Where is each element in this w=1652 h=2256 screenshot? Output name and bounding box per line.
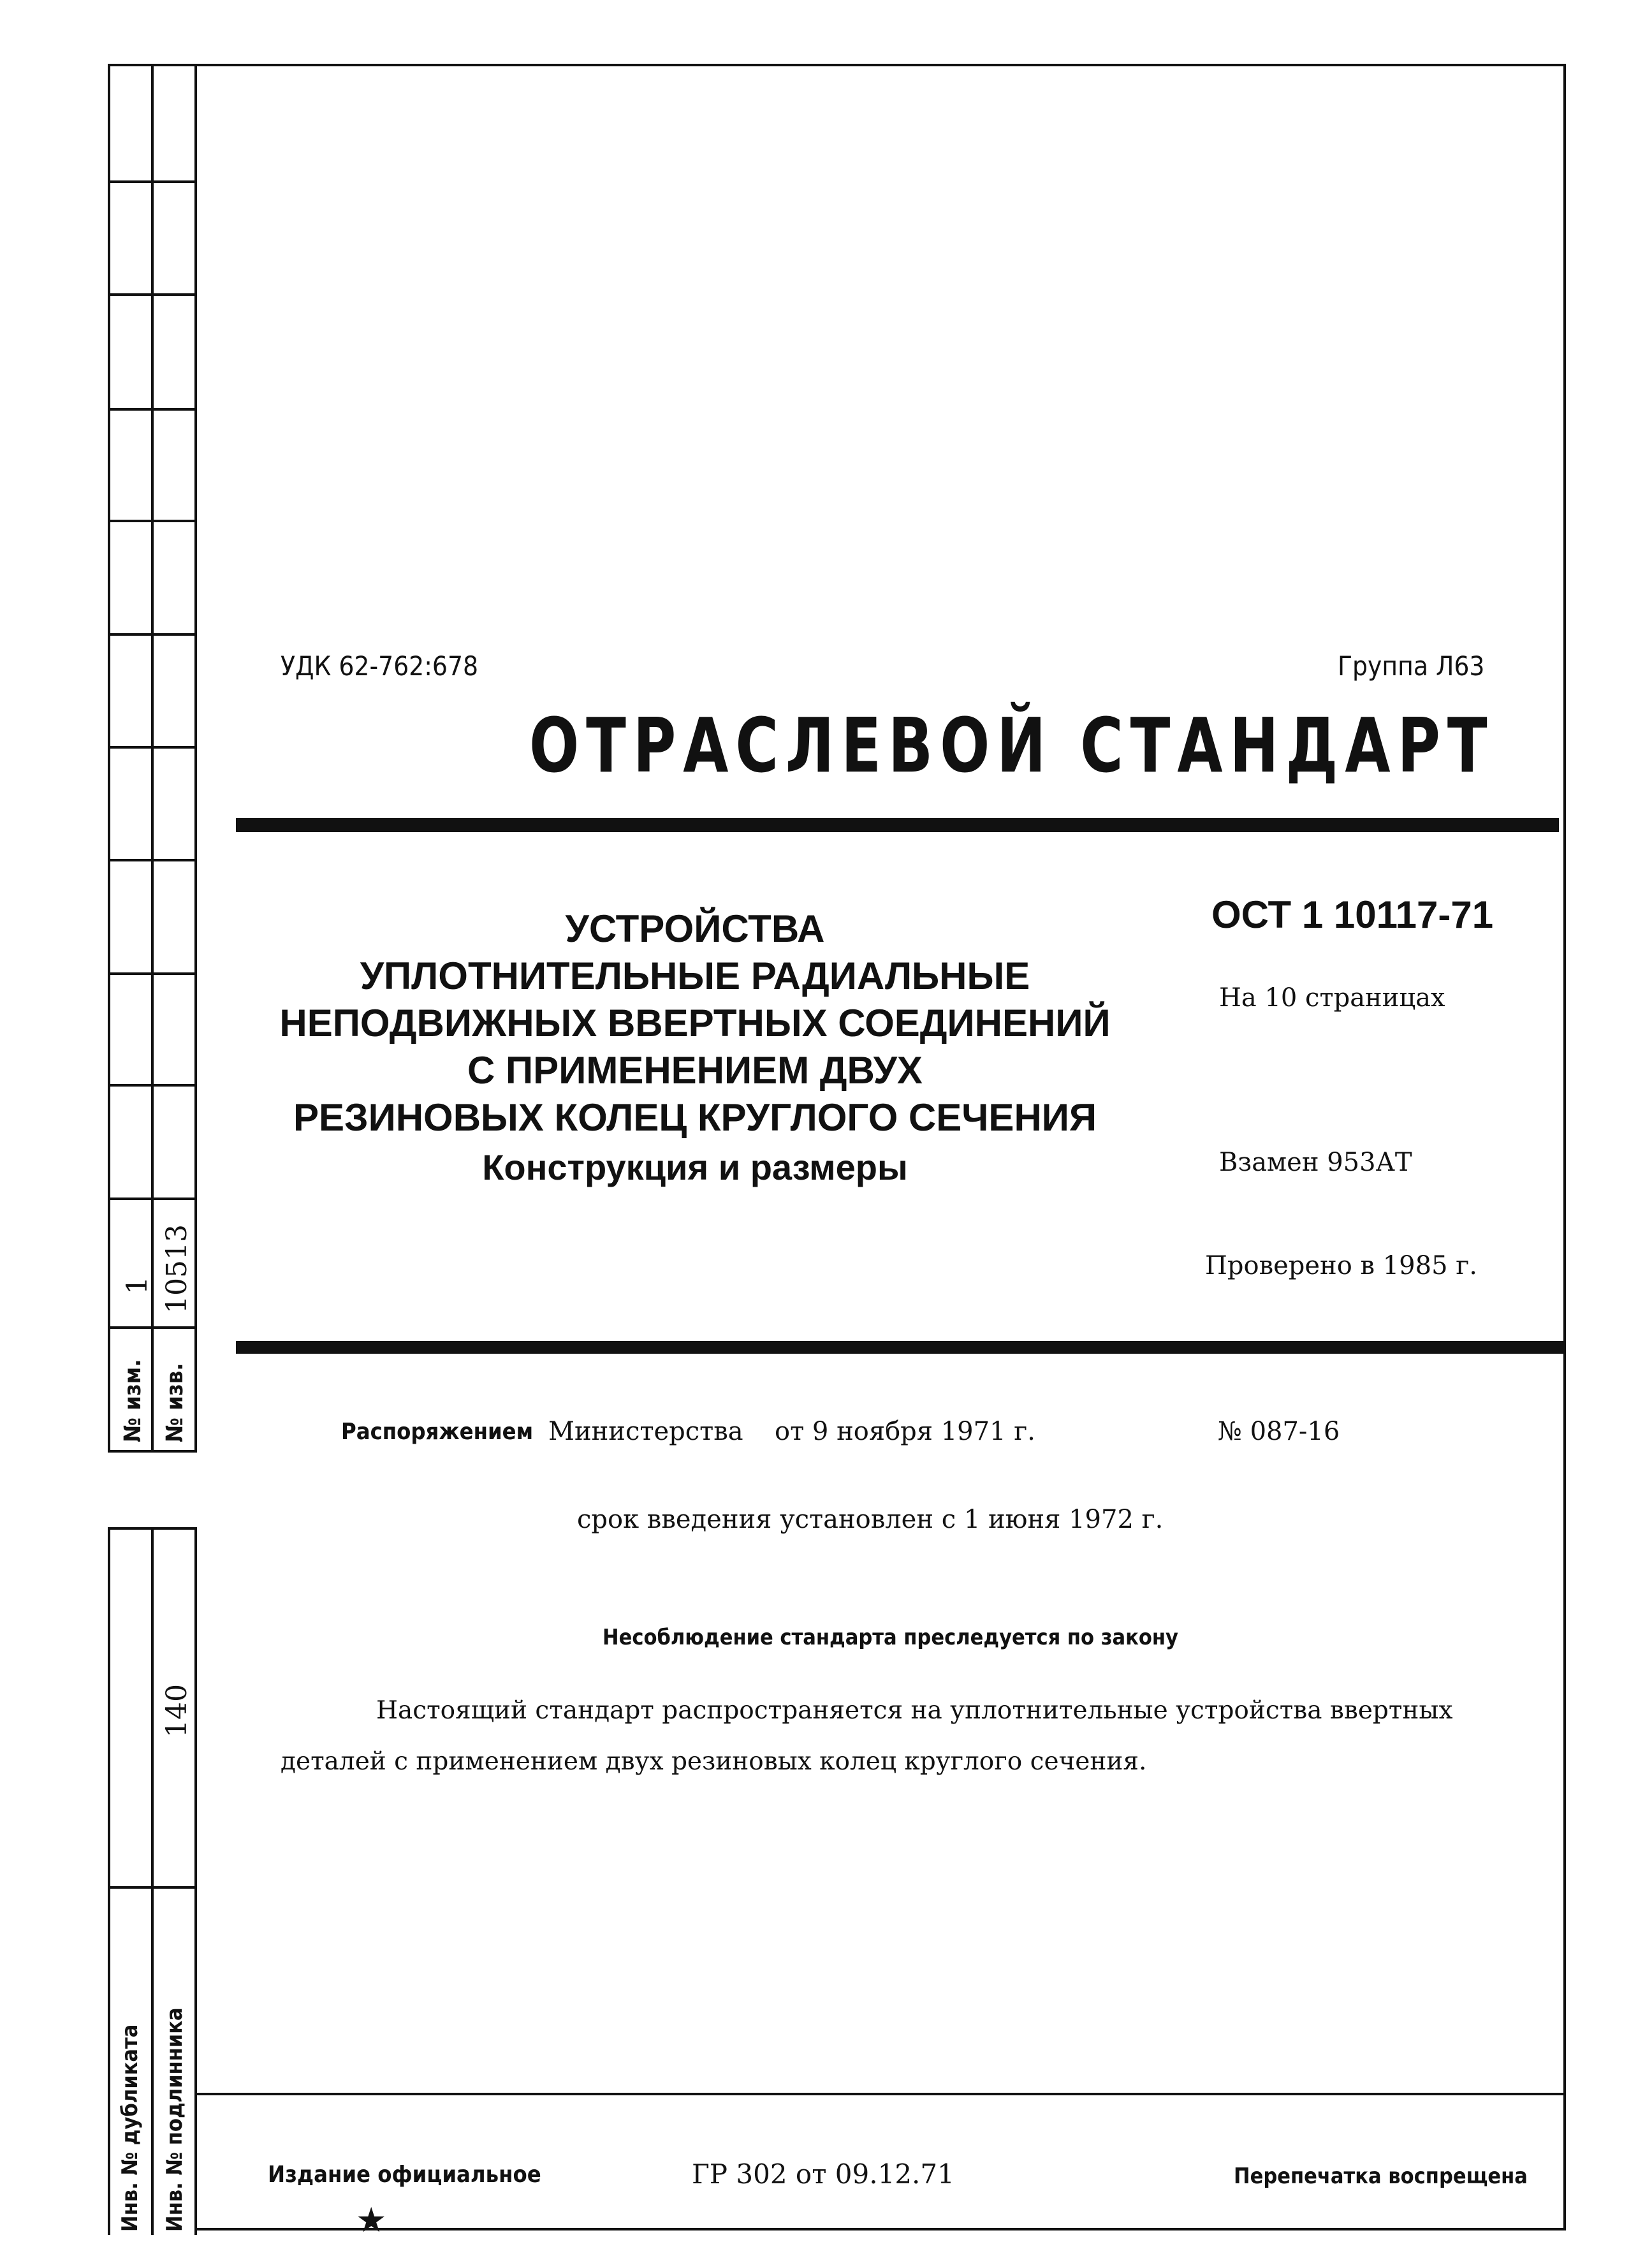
subject-line: С ПРИМЕНЕНИЕМ ДВУХ <box>467 1049 923 1092</box>
effective-date: срок введения установлен с 1 июня 1972 г. <box>577 1505 1164 1534</box>
strip-row-line <box>108 972 197 975</box>
order-date: от 9 ноября 1971 г. <box>775 1417 1035 1446</box>
edition-label: Издание официальное <box>268 2162 541 2188</box>
udk-code: УДК 62-762:678 <box>281 650 479 682</box>
standard-designation: ОСТ 1 10117-71 <box>1211 893 1494 936</box>
order-number: № 087-16 <box>1218 1417 1340 1446</box>
meta-rule <box>236 1341 1565 1354</box>
subject-line: РЕЗИНОВЫХ КОЛЕЦ КРУГЛОГО СЕЧЕНИЯ <box>293 1096 1097 1139</box>
replaces-note: Взамен 953АТ <box>1219 1148 1412 1177</box>
strip-row-line <box>108 1198 197 1200</box>
title-rule <box>236 818 1559 832</box>
reprint-notice: Перепечатка воспрещена <box>1234 2164 1528 2189</box>
change-number: 1 <box>121 1277 154 1294</box>
strip-row-line <box>108 408 197 411</box>
strip-divider <box>151 1527 154 2235</box>
notice-number: 10513 <box>161 1224 193 1314</box>
strip-row-line <box>108 1084 197 1087</box>
standard-subject <box>236 905 1154 1191</box>
footer-rule <box>194 2093 1566 2095</box>
strip-row-line <box>108 180 197 183</box>
strip-divider <box>151 64 154 1453</box>
strip-row-line <box>108 293 197 296</box>
change-no-label: № изм. <box>120 1359 146 1442</box>
strip-row-line <box>108 1886 197 1889</box>
order-label: Распоряжением <box>341 1419 534 1445</box>
strip-row-line <box>108 859 197 861</box>
legal-warning: Несоблюдение стандарта преследуется по закону <box>603 1625 1178 1650</box>
original-inventory-label: Инв. № подлинника <box>162 2007 187 2232</box>
page-title: ОТРАСЛЕВОЙ СТАНДАРТ <box>529 701 1495 789</box>
original-inventory-number: 140 <box>161 1684 193 1738</box>
checked-note: Проверено в 1985 г. <box>1205 1251 1477 1280</box>
notice-no-label: № изв. <box>162 1363 188 1442</box>
duplicate-inventory-label: Инв. № дубликата <box>117 2024 143 2232</box>
subject-line: УСТРОЙСТВА <box>565 907 825 950</box>
scope-paragraph-line1: Настоящий стандарт распространяется на уплотнительные устройства ввертных <box>376 1696 1453 1725</box>
scope-paragraph-line2: деталей с применением двух резиновых колец круглого сечения. <box>281 1747 1147 1776</box>
subject-line: УПЛОТНИТЕЛЬНЫЕ РАДИАЛЬНЫЕ <box>360 955 1030 997</box>
strip-row-line <box>108 633 197 636</box>
star-icon: ★ <box>356 2201 387 2239</box>
strip-row-line <box>108 1326 197 1329</box>
registration-number: ГР 302 от 09.12.71 <box>692 2158 954 2190</box>
group-code: Группа Л63 <box>1338 650 1485 682</box>
subject-line: НЕПОДВИЖНЫХ ВВЕРТНЫХ СОЕДИНЕНИЙ <box>279 1002 1111 1044</box>
page-count: На 10 страницах <box>1219 983 1445 1013</box>
strip-row-line <box>108 746 197 749</box>
order-ministry: Министерства <box>548 1417 743 1446</box>
strip-row-line <box>108 520 197 522</box>
subject-subtitle: Конструкция и размеры <box>482 1147 908 1187</box>
